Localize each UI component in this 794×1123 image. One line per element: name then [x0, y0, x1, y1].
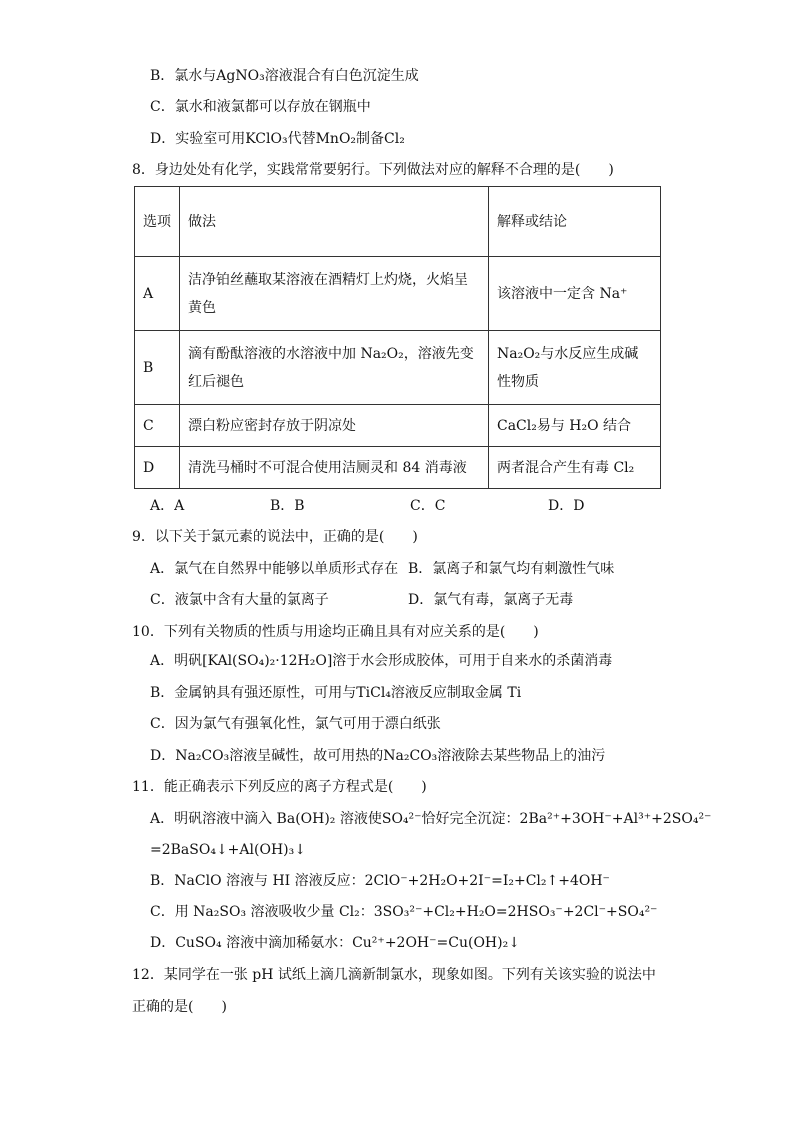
table-row: [135, 257, 661, 331]
q8-choice-b: B．B: [270, 498, 305, 514]
q11-stem: 11．能正确表示下列反应的离子方程式是( ): [132, 779, 427, 795]
q12-stem-line2: 正确的是( ): [132, 999, 227, 1015]
q11-option-b: B．NaClO 溶液与 HI 溶液反应：2ClO⁻+2H₂O+2I⁻=I₂+Cl₂↑+4OH⁻: [150, 873, 610, 889]
q9-option-a: A．氯气在自然界中能够以单质形式存在: [150, 561, 399, 577]
row-a-method: 洁净铂丝蘸取某溶液在酒精灯上灼烧，火焰呈黄色: [180, 257, 489, 331]
row-a-explanation: 该溶液中一定含 Na⁺: [489, 257, 661, 331]
q9-option-d: D．氯气有毒，氯离子无毒: [408, 592, 574, 608]
q12-stem-line1: 12．某同学在一张 pH 试纸上滴几滴新制氯水，现象如图。下列有关该实验的说法中: [132, 967, 656, 983]
table-header-row: [135, 187, 661, 257]
q10-stem: 10．下列有关物质的性质与用途均正确且具有对应关系的是( ): [132, 624, 539, 640]
q10-option-b: B．金属钠具有强还原性，可用与TiCl₄溶液反应制取金属 Ti: [150, 685, 522, 701]
q10-option-a: A．明矾[KAl(SO₄)₂·12H₂O]溶于水会形成胶体，可用于自来水的杀菌消毒: [150, 653, 613, 669]
q8-stem: 8．身边处处有化学，实践常常要躬行。下列做法对应的解释不合理的是( ): [132, 162, 614, 178]
q9-option-c: C．液氯中含有大量的氯离子: [150, 592, 329, 608]
q11-option-c: C．用 Na₂SO₃ 溶液吸收少量 Cl₂：3SO₃²⁻+Cl₂+H₂O=2HSO₃⁻+2Cl⁻+SO₄²⁻: [150, 904, 658, 920]
row-a-label: A: [135, 257, 180, 331]
row-b-method: 滴有酚酞溶液的水溶液中加 Na₂O₂，溶液先变红后褪色: [180, 331, 489, 405]
row-c-method: 漂白粉应密封存放于阴凉处: [180, 405, 489, 447]
q11-option-d: D．CuSO₄ 溶液中滴加稀氨水：Cu²⁺+2OH⁻=Cu(OH)₂↓: [150, 935, 520, 951]
header-method: 做法: [180, 187, 489, 257]
q10-option-d: D．Na₂CO₃溶液呈碱性，故可用热的Na₂CO₃溶液除去某些物品上的油污: [150, 748, 606, 764]
q8-choice-a: A．A: [150, 498, 185, 514]
row-c-label: C: [135, 405, 180, 447]
header-explanation: 解释或结论: [489, 187, 661, 257]
q8-choice-d: D．D: [548, 498, 585, 514]
row-d-label: D: [135, 447, 180, 489]
q11-option-a-line2: =2BaSO₄↓+Al(OH)₃↓: [150, 842, 306, 858]
row-b-explanation: Na₂O₂与水反应生成碱性物质: [489, 331, 661, 405]
q10-option-c: C．因为氯气有强氧化性，氯气可用于漂白纸张: [150, 716, 441, 732]
row-b-label: B: [135, 331, 180, 405]
q7-option-c: C．氯水和液氯都可以存放在钢瓶中: [150, 99, 371, 115]
q8-table: [134, 186, 661, 489]
q8-choice-c: C．C: [410, 498, 446, 514]
q7-option-d: D．实验室可用KClO₃代替MnO₂制备Cl₂: [150, 131, 405, 147]
header-option: 选项: [135, 187, 180, 257]
row-c-explanation: CaCl₂易与 H₂O 结合: [489, 405, 661, 447]
table-row: [135, 331, 661, 405]
row-d-explanation: 两者混合产生有毒 Cl₂: [489, 447, 661, 489]
q9-option-b: B．氯离子和氯气均有刺激性气味: [408, 561, 615, 577]
q9-stem: 9．以下关于氯元素的说法中，正确的是( ): [132, 529, 418, 545]
row-d-method: 清洗马桶时不可混合使用洁厕灵和 84 消毒液: [180, 447, 489, 489]
q11-option-a-line1: A．明矾溶液中滴入 Ba(OH)₂ 溶液使SO₄²⁻恰好完全沉淀：2Ba²⁺+3OH⁻+Al³⁺+2SO₄²⁻: [150, 811, 712, 827]
table-row: [135, 447, 661, 489]
table-row: [135, 405, 661, 447]
q7-option-b: B．氯水与AgNO₃溶液混合有白色沉淀生成: [150, 68, 419, 84]
